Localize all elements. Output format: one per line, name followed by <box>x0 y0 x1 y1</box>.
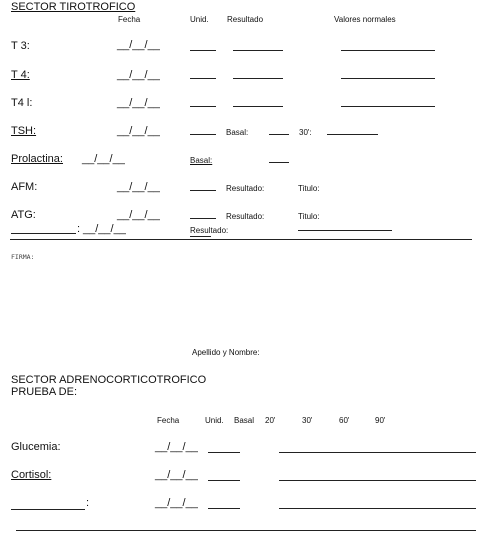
col-90: 90' <box>375 416 386 425</box>
firma-label: FIRMA: <box>11 253 35 261</box>
custom-test-name-field[interactable] <box>11 509 85 510</box>
unid-field[interactable] <box>208 452 240 453</box>
basal-field[interactable] <box>269 134 289 135</box>
col-unid: Unid. <box>190 15 209 24</box>
date-field[interactable]: __/__/__ <box>117 97 160 109</box>
normal-values-field[interactable] <box>341 78 435 79</box>
unid-field[interactable] <box>190 106 216 107</box>
row-label-cortisol: Cortisol: <box>11 469 52 481</box>
unid-field[interactable] <box>190 134 216 135</box>
col-60: 60' <box>339 416 350 425</box>
col-fecha: Fecha <box>157 416 180 425</box>
normal-values-field[interactable] <box>341 50 435 51</box>
col-valores-normales: Valores normales <box>334 15 396 24</box>
col-basal: Basal <box>234 416 255 425</box>
date-field[interactable]: __/__/__ <box>117 69 160 81</box>
col-resultado: Resultado <box>227 15 264 24</box>
unid-field[interactable] <box>208 508 240 509</box>
date-field[interactable]: __/__/__ <box>117 209 160 221</box>
col-unid: Unid. <box>205 416 224 425</box>
section-title-tirotrofico: SECTOR TIROTROFICO <box>11 1 136 13</box>
result-field[interactable] <box>233 106 283 107</box>
resultado-label: Resultado: <box>226 212 265 221</box>
custom-test-name-field[interactable] <box>11 233 76 234</box>
row-label-t3: T 3: <box>11 40 30 52</box>
date-field[interactable]: __/__/__ <box>117 125 160 137</box>
apellido-nombre-label: Apellido y Nombre: <box>192 348 260 357</box>
result-field[interactable] <box>190 236 211 237</box>
colon: : <box>86 497 90 509</box>
col-fecha: Fecha <box>118 15 141 24</box>
row-label-prolactina: Prolactina: <box>11 153 63 165</box>
row-label-glucemia: Glucemia: <box>11 441 61 453</box>
basal-field[interactable] <box>269 162 289 163</box>
bottom-divider <box>16 530 476 531</box>
basal-label: Basal: <box>226 128 249 137</box>
resultado-label: Resultado: <box>190 226 229 235</box>
result-field[interactable] <box>233 50 283 51</box>
t30-label: 30': <box>299 128 312 137</box>
date-field[interactable]: __/__/__ <box>117 39 160 51</box>
unid-field[interactable] <box>190 190 216 191</box>
unid-field[interactable] <box>190 78 216 79</box>
date-field[interactable]: __/__/__ <box>117 181 160 193</box>
values-field[interactable] <box>279 480 476 481</box>
values-field[interactable] <box>279 452 476 453</box>
date-field[interactable]: __/__/__ <box>82 153 125 165</box>
date-field[interactable]: __/__/__ <box>155 469 198 481</box>
result-field[interactable] <box>233 78 283 79</box>
unid-field[interactable] <box>190 218 216 219</box>
normal-values-field[interactable] <box>341 106 435 107</box>
colon: : <box>77 223 81 235</box>
date-field[interactable]: __/__/__ <box>155 441 198 453</box>
values-field[interactable] <box>279 508 476 509</box>
section-divider <box>10 239 472 240</box>
date-field[interactable]: __/__/__ <box>83 223 126 235</box>
t30-field[interactable] <box>327 134 378 135</box>
prueba-de-label: PRUEBA DE: <box>11 386 78 398</box>
basal-label: Basal: <box>190 156 213 165</box>
titulo-field[interactable] <box>298 230 392 231</box>
section-title-adreno: SECTOR ADRENOCORTICOTROFICO <box>11 374 207 386</box>
row-label-atg: ATG: <box>11 209 36 221</box>
row-label-t4l: T4 l: <box>11 97 33 109</box>
date-field[interactable]: __/__/__ <box>155 497 198 509</box>
row-label-t4: T 4: <box>11 69 30 81</box>
titulo-label: Titulo: <box>298 212 320 221</box>
unid-field[interactable] <box>208 480 240 481</box>
row-label-tsh: TSH: <box>11 125 37 137</box>
col-20: 20' <box>265 416 276 425</box>
resultado-label: Resultado: <box>226 184 265 193</box>
titulo-label: Titulo: <box>298 184 320 193</box>
col-30: 30' <box>302 416 313 425</box>
row-label-afm: AFM: <box>11 181 38 193</box>
unid-field[interactable] <box>190 50 216 51</box>
